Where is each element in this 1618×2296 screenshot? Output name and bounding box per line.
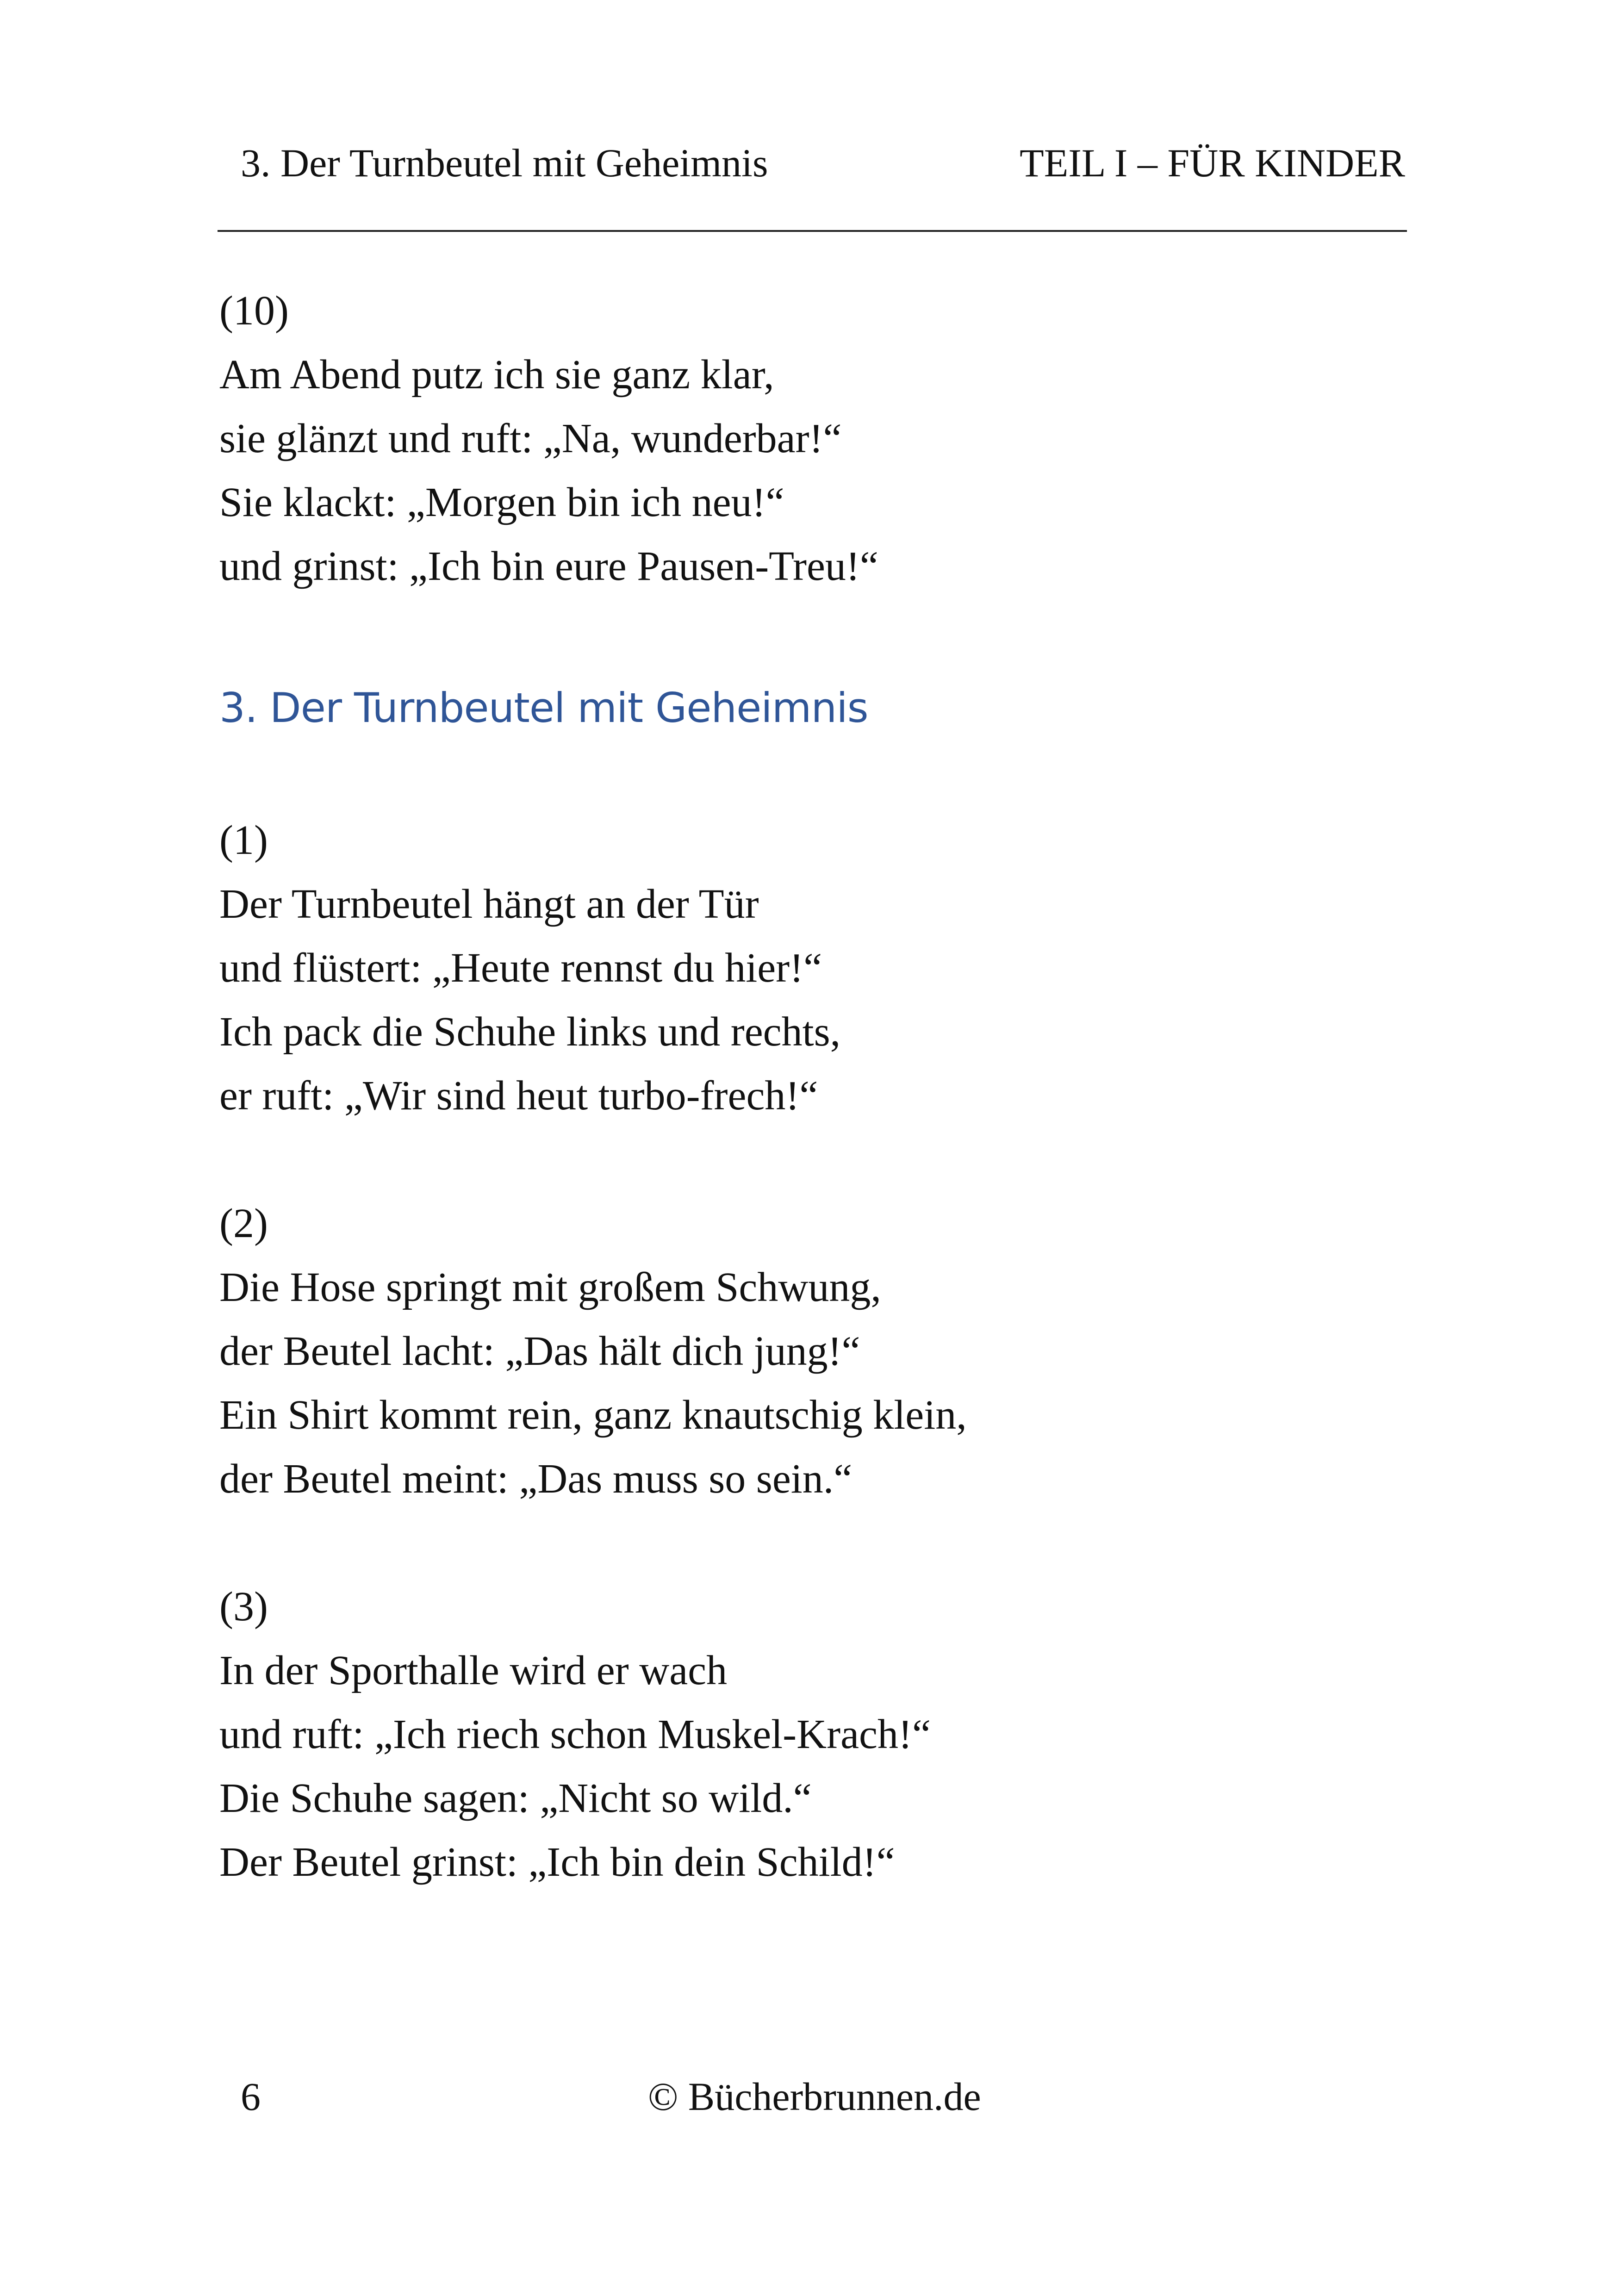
verse-line: Sie klackt: „Morgen bin ich neu!“ xyxy=(219,479,784,525)
stanza-number: (10) xyxy=(219,288,289,334)
verse-line: Am Abend putz ich sie ganz klar, xyxy=(219,352,774,398)
stanza-number: (1) xyxy=(219,817,268,863)
verse-line: Der Beutel grinst: „Ich bin dein Schild!“ xyxy=(219,1839,895,1885)
spacer xyxy=(219,740,1404,809)
verse-line: Die Hose springt mit großem Schwung, xyxy=(219,1264,881,1310)
stanza-2 xyxy=(219,1192,1404,1511)
copyright-notice: © Bücherbrunnen.de xyxy=(648,2074,981,2119)
header-part-title: TEIL I – FÜR KINDER xyxy=(1020,141,1405,185)
verse-line: und ruft: „Ich riech schon Muskel-Krach!“ xyxy=(219,1711,931,1757)
stanza-1 xyxy=(219,809,1404,1128)
header-chapter-title: 3. Der Turnbeutel mit Geheimnis xyxy=(241,141,768,185)
verse-line: er ruft: „Wir sind heut turbo-frech!“ xyxy=(219,1073,818,1119)
page-content xyxy=(219,279,1404,1894)
verse-line: Der Turnbeutel hängt an der Tür xyxy=(219,881,759,927)
stanza-number: (3) xyxy=(219,1584,268,1630)
stanza-gap xyxy=(219,1511,1404,1575)
verse-line: In der Sporthalle wird er wach xyxy=(219,1648,728,1693)
header-divider xyxy=(218,230,1407,232)
verse-line: der Beutel meint: „Das muss so sein.“ xyxy=(219,1456,853,1502)
verse-line: sie glänzt und ruft: „Na, wunderbar!“ xyxy=(219,416,842,461)
stanza-3 xyxy=(219,1575,1404,1894)
verse-line: und flüstert: „Heute rennst du hier!“ xyxy=(219,945,822,991)
verse-line: Ein Shirt kommt rein, ganz knautschig klein, xyxy=(219,1392,967,1438)
stanza-gap xyxy=(219,1128,1404,1192)
verse-line: Ich pack die Schuhe links und rechts, xyxy=(219,1009,841,1055)
stanza-10 xyxy=(219,279,1404,598)
verse-line: der Beutel lacht: „Das hält dich jung!“ xyxy=(219,1328,860,1374)
section-heading: 3. Der Turnbeutel mit Geheimnis xyxy=(219,684,868,732)
running-header xyxy=(241,135,1405,191)
verse-line: und grinst: „Ich bin eure Pausen-Treu!“ xyxy=(219,543,878,589)
page-number: 6 xyxy=(241,2074,261,2119)
verse-line: Die Schuhe sagen: „Nicht so wild.“ xyxy=(219,1775,812,1821)
stanza-number: (2) xyxy=(219,1201,268,1246)
